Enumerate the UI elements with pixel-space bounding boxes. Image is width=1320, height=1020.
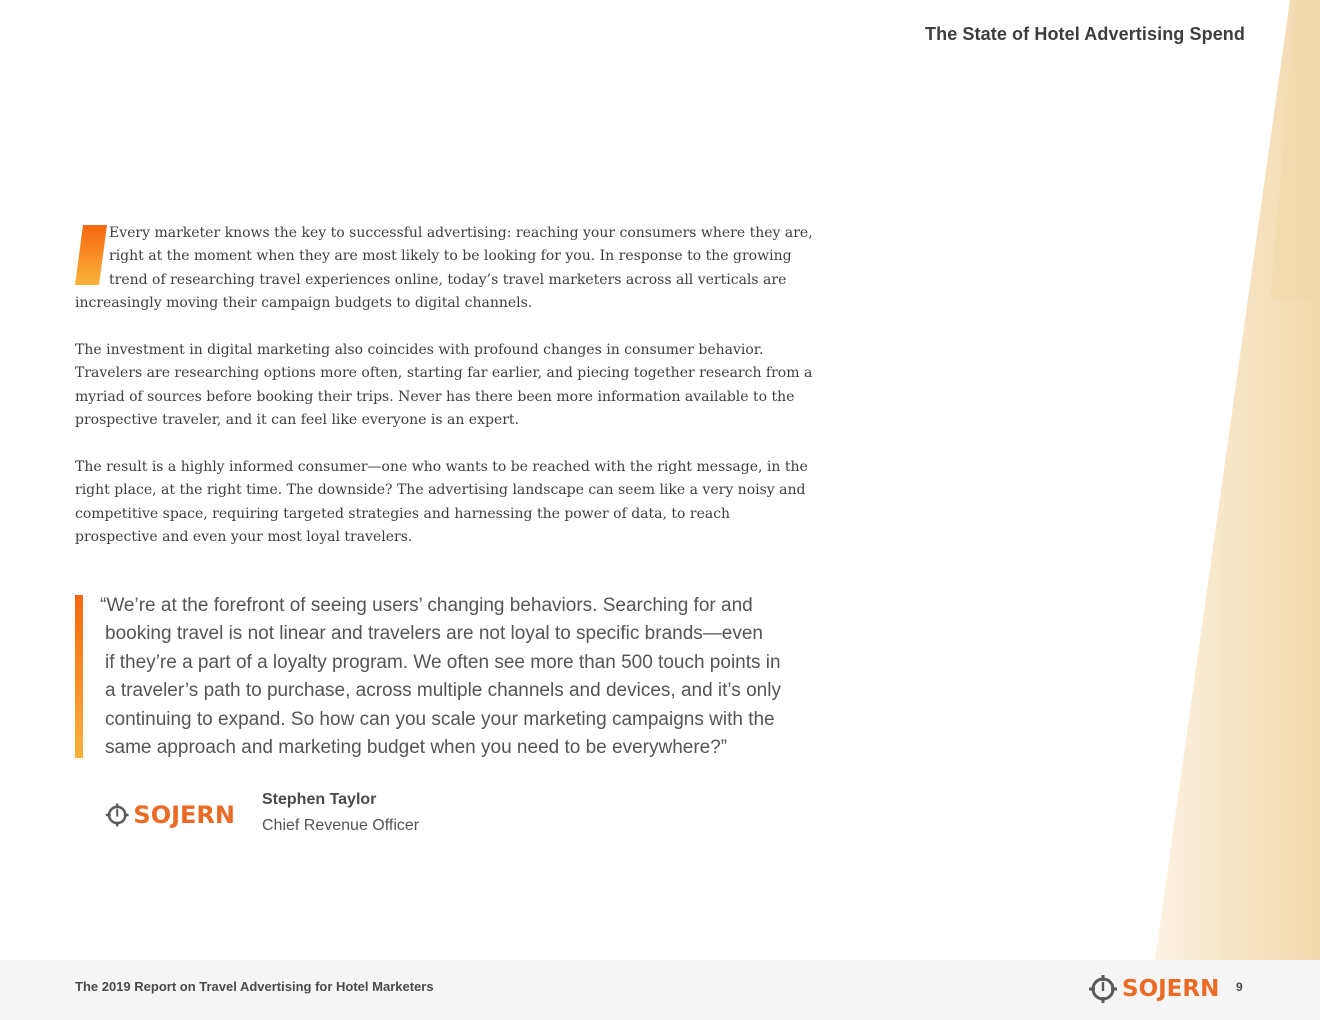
speaker-role: Chief Revenue Officer	[262, 817, 420, 834]
quote-accent-bar	[75, 595, 83, 758]
sojern-logo	[105, 798, 235, 832]
speaker-name: Stephen Taylor	[262, 791, 377, 808]
intro-paragraph	[75, 222, 815, 316]
page-number: 9	[1236, 980, 1243, 994]
footer-sojern-logo	[1088, 973, 1219, 1005]
quote-line-6: same approach and marketing budget when you need to be everywhere?”	[105, 737, 728, 759]
intro-line-4: increasingly moving their campaign budgets to digital channels.	[75, 295, 533, 312]
sojern-logo-text: SOJERN	[133, 801, 235, 829]
intro-line-3: trend of researching travel experiences online, today’s travel marketers across all verticals are	[109, 271, 787, 288]
body-paragraph-3: The result is a highly informed consumer—one who wants to be reached with the right message, in the right place, at the right time. The downside? The advertising landscape can seem like a very noisy and competitive space, requiring targeted strategies and harnessing the power of data, to reach prospective and even your most loyal travelers.	[75, 459, 808, 546]
body-paragraph-2: The investment in digital marketing also coincides with profound changes in consumer behavior. Travelers are researching options more often, starting far earlier, and piecing together research from a myriad of sources before booking their trips. Never has there been more information available to the prospective traveler, and it can feel like everyone is an expert.	[75, 342, 813, 429]
footer-logo-text: SOJERN	[1122, 976, 1220, 1002]
page-footer	[0, 960, 1320, 1020]
footer-compass-icon	[1088, 974, 1118, 1004]
intro-line-1: Every marketer knows the key to successful advertising: reaching your consumers where they are,	[109, 225, 813, 241]
article-body	[75, 222, 815, 573]
footer-report-title: The 2019 Report on Travel Advertising for Hotel Marketers	[75, 979, 434, 994]
quote-line-3: if they’re a part of a loyalty program. We often see more than 500 touch points in	[105, 651, 781, 673]
intro-line-2: right at the moment when they are most likely to be looking for you. In response to the growing	[109, 248, 792, 265]
sojern-compass-icon	[105, 800, 129, 830]
quote-line-1: “We’re at the forefront of seeing users’ changing behaviors. Searching for and	[100, 595, 753, 616]
pull-quote	[100, 592, 810, 762]
quote-line-4: a traveler’s path to purchase, across multiple channels and devices, and it’s only	[105, 680, 781, 702]
report-section-title: The State of Hotel Advertising Spend	[925, 24, 1245, 44]
quote-line-5: continuing to expand. So how can you scale your marketing campaigns with the	[105, 708, 775, 730]
quote-line-2: booking travel is not linear and travelers are not loyal to specific brands—even	[105, 623, 763, 645]
